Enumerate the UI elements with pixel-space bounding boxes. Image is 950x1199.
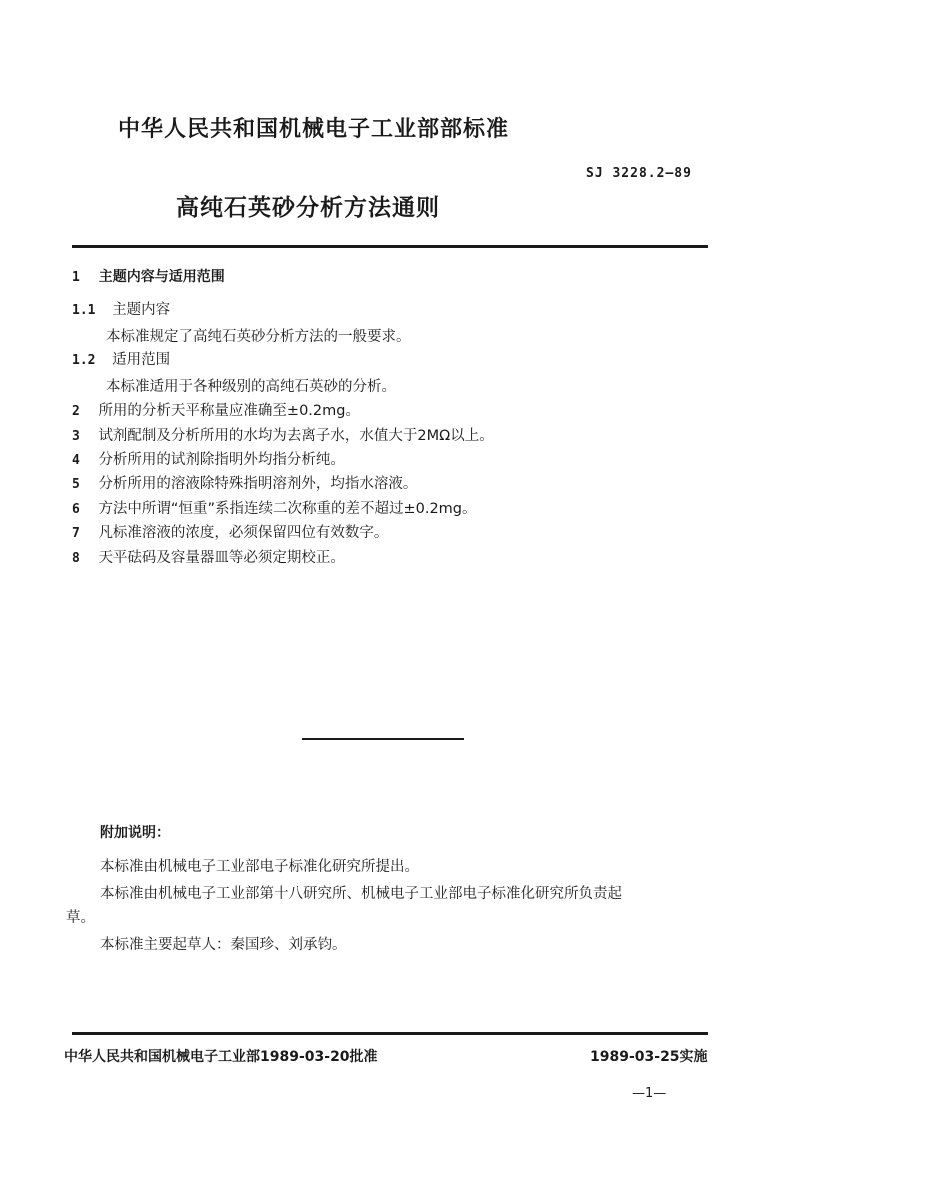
section-1 (72, 266, 225, 286)
appendix-heading: 附加说明： (100, 825, 170, 841)
effective-date: 1989-03-25实施 (590, 1049, 708, 1065)
clause-2 (72, 399, 360, 420)
section-1-1 (72, 298, 170, 319)
clause-7 (72, 521, 388, 542)
clause-number: 7 (72, 526, 80, 541)
appendix-line: 本标准由机械电子工业部电子标准化研究所提出。 (100, 859, 419, 875)
appendix-line: 草。 (66, 910, 95, 926)
page-number: —1— (632, 1086, 667, 1101)
clause-number: 2 (72, 404, 80, 419)
ministry-heading: 中华人民共和国机械电子工业部部标准 (118, 117, 510, 142)
clause-8 (72, 546, 345, 567)
paragraph: 本标准规定了高纯石英砂分析方法的一般要求。 (106, 329, 411, 345)
section-number: 1.1 (72, 303, 96, 318)
clause-number: 5 (72, 477, 80, 492)
section-heading: 主题内容与适用范围 (98, 269, 225, 285)
document-title: 高纯石英砂分析方法通则 (176, 195, 440, 221)
standard-code: SJ 3228.2—89 (586, 166, 692, 181)
section-heading: 适用范围 (112, 352, 171, 368)
clause-5 (72, 472, 417, 493)
paragraph: 本标准适用于各种级别的高纯石英砂的分析。 (106, 379, 396, 395)
clause-text: 方法中所谓“恒重”系指连续二次称重的差不超过±0.2mg。 (98, 501, 477, 517)
section-number: 1.2 (72, 353, 96, 368)
bottom-divider (72, 1032, 708, 1035)
clause-number: 6 (72, 502, 80, 517)
clause-6 (72, 497, 477, 518)
section-number: 1 (72, 270, 80, 285)
clause-number: 3 (72, 429, 80, 444)
clause-text: 天平砝码及容量器皿等必须定期校正。 (98, 550, 345, 566)
clause-text: 试剂配制及分析所用的水均为去离子水，水值大于2MΩ以上。 (98, 428, 494, 444)
clause-text: 所用的分析天平称量应准确至±0.2mg。 (98, 403, 360, 419)
clause-number: 4 (72, 453, 80, 468)
clause-text: 分析所用的溶液除特殊指明溶剂外，均指水溶液。 (98, 476, 418, 492)
appendix-line: 本标准由机械电子工业部第十八研究所、机械电子工业部电子标准化研究所负责起 (100, 886, 622, 902)
middle-divider (302, 738, 464, 740)
clause-3 (72, 424, 494, 445)
section-heading: 主题内容 (112, 302, 171, 318)
clause-text: 分析所用的试剂除指明外均指分析纯。 (98, 452, 345, 468)
clause-number: 8 (72, 551, 80, 566)
section-1-2 (72, 348, 170, 369)
clause-4 (72, 448, 345, 469)
appendix-line: 本标准主要起草人：秦国珍、刘承钧。 (100, 937, 347, 953)
approval-date: 中华人民共和国机械电子工业部1989-03-20批准 (64, 1049, 378, 1065)
clause-text: 凡标准溶液的浓度，必须保留四位有效数字。 (98, 525, 389, 541)
top-divider (72, 245, 708, 248)
